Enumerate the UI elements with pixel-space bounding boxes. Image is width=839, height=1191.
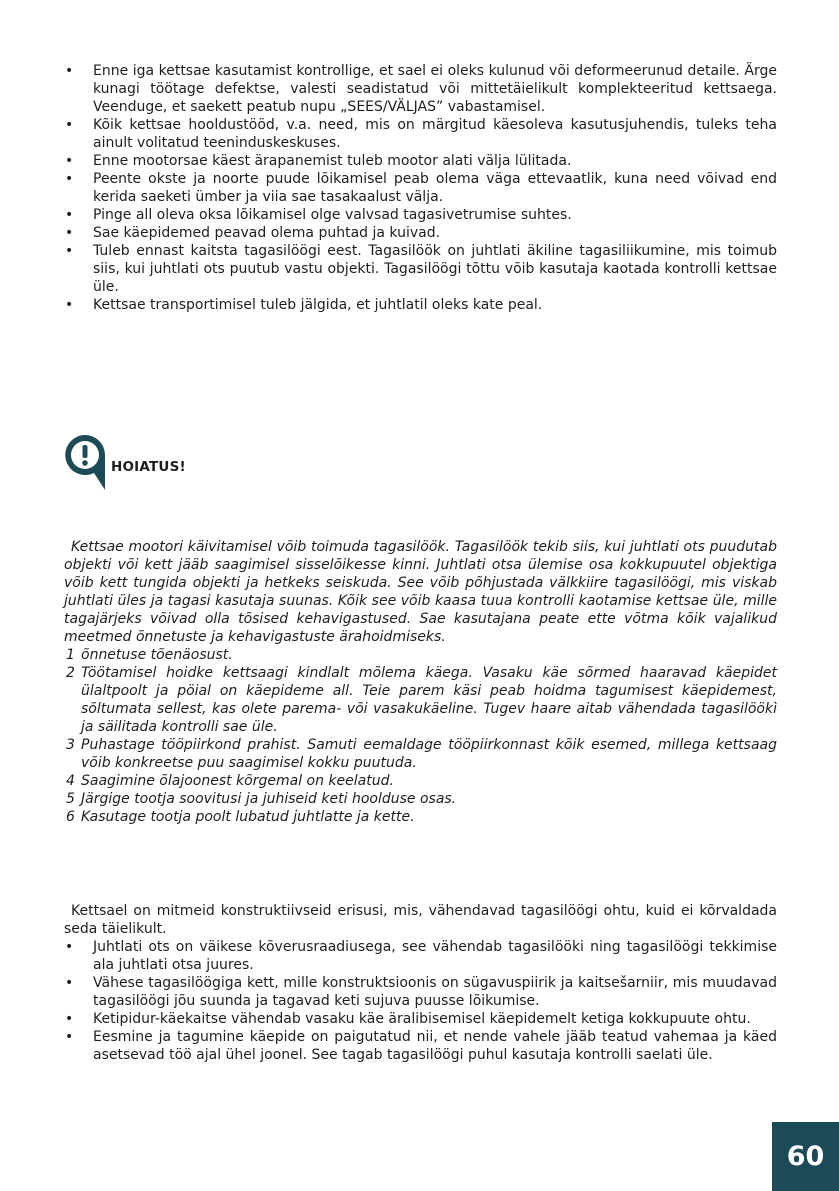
warning-heading — [64, 434, 464, 494]
section-paragraph: Kettsael on mitmeid konstruktiivseid erisusi, mis, vähendavad tagasilöögi ohtu, kuid ei kõrvaldada seda täielikult. — [64, 903, 777, 937]
list-item: • Juhtlati ots on väikese kõverusraadiusega, see vähendab tagasilööki ning tagasilöögi tekkimise ala juhtlati otsa juures. — [64, 938, 777, 974]
list-item: • Sae käepidemed peavad olema puhtad ja kuivad. — [64, 224, 777, 242]
list-item: 6 Kasutage tootja poolt lubatud juhtlatte ja kette. — [66, 809, 415, 825]
warning-title: HOIATUS! — [111, 459, 186, 475]
list-item: 3 Puhastage tööpiirkond prahist. Samuti eemaldage tööpiirkonnast kõik esemed, millega kettsaag võib konkreetse puu saagimisel kokku puutuda. — [66, 737, 777, 771]
list-item: • Eesmine ja tagumine käepide on paigutatud nii, et nende vahele jääb teatud vahemaa ja käed asetsevad töö ajal ühel joonel. See tagab tagasilöögi puhul kasutaja kontrolli saelati üle. — [64, 1028, 777, 1064]
list-item: • Kettsae transportimisel tuleb jälgida, et juhtlatil oleks kate peal. — [64, 296, 777, 314]
safety-bullet-list — [64, 62, 777, 314]
list-item: • Vähese tagasilöögiga kett, mille konstruktsioonis on sügavuspiirik ja kaitsešarniir, mis muudavad tagasilöögi jõu suunda ja tagavad keti sujuva puusse lõikumise. — [64, 974, 777, 1010]
list-item: • Enne mootorsae käest ärapanemist tuleb mootor alati välja lülitada. — [64, 152, 777, 170]
exclamation-icon — [64, 434, 106, 491]
design-features-section — [64, 902, 777, 1064]
list-item: • Tuleb ennast kaitsta tagasilöögi eest. Tagasilöök on juhtlati äkiline tagasiliikumine, mis toimub siis, kui juhtlati ots puutub vastu objekti. Tagasilöögi tõttu võib kasutaja kaotada kontrolli kettsae üle. — [64, 242, 777, 296]
warning-paragraph: Kettsae mootori käivitamisel võib toimuda tagasilöök. Tagasilöök tekib siis, kui juhtlati ots puudutab objekti või kett jääb saagimisel sisselõikesse kinni. Juhtlati otsa ülemise osa kokkupuutel objektiga võib kett tungida objekti ja hetkeks seiskuda. See võib põhjustada välkkiire tagasilöögi, mis viskab juhtlati üles ja tagasi kasutaja suunas. Kõik see võib kaasa tuua kontrolli kaotamise kettsae üle, mille tagajärjeks võivad olla tõsised kehavigastused. Sae kasutajana peate ette võtma kõik vajalikud meetmed õnnetuste ja kehavigastuste ärahoidmiseks. — [64, 539, 777, 645]
list-item: • Peente okste ja noorte puude lõikamisel peab olema väga ettevaatlik, kuna need võivad end kerida saeketi ümber ja viia sae tasakaalust välja. — [64, 170, 777, 206]
list-item: • Enne iga kettsae kasutamist kontrollige, et sael ei oleks kulunud või deformeerunud detaile. Ärge kunagi töötage defektse, valesti seadistatud või mittetäielikult komplekteeritud kettsaega. Veenduge, et saekett peatub nupu „SEES/VÄLJAS” vabastamisel. — [64, 62, 777, 116]
list-item: • Kõik kettsae hooldustööd, v.a. need, mis on märgitud käesoleva kasutusjuhendis, tuleks teha ainult volitatud teeninduskeskuses. — [64, 116, 777, 152]
list-item: • Pinge all oleva oksa lõikamisel olge valvsad tagasivetrumise suhtes. — [64, 206, 777, 224]
list-item: 4 Saagimine õlajoonest kõrgemal on keelatud. — [66, 773, 394, 789]
list-item: 5 Järgige tootja soovitusi ja juhiseid keti hoolduse osas. — [66, 791, 457, 807]
page-number: 60 — [772, 1122, 839, 1191]
numbered-list — [64, 646, 777, 826]
list-item: 2 Töötamisel hoidke kettsaagi kindlalt mõlema käega. Vasaku käe sõrmed haaravad käepidet ülaltpoolt ja pöial on käepideme all. Teie parem käsi peab hoidma tagumisest käepidemest, sõltumata sellest, kas olete parema- või vasakukäeline. Tugev haare aitab vähendada tagasilöökì ja säilitada kontrolli sae üle. — [66, 665, 777, 735]
kickback-warning-section — [64, 538, 777, 826]
list-item: • Ketipidur-käekaitse vähendab vasaku käe äralibisemisel käepidemelt ketiga kokkupuute ohtu. — [64, 1010, 777, 1028]
list-item: 1 õnnetuse tõenäosust. — [66, 647, 233, 663]
